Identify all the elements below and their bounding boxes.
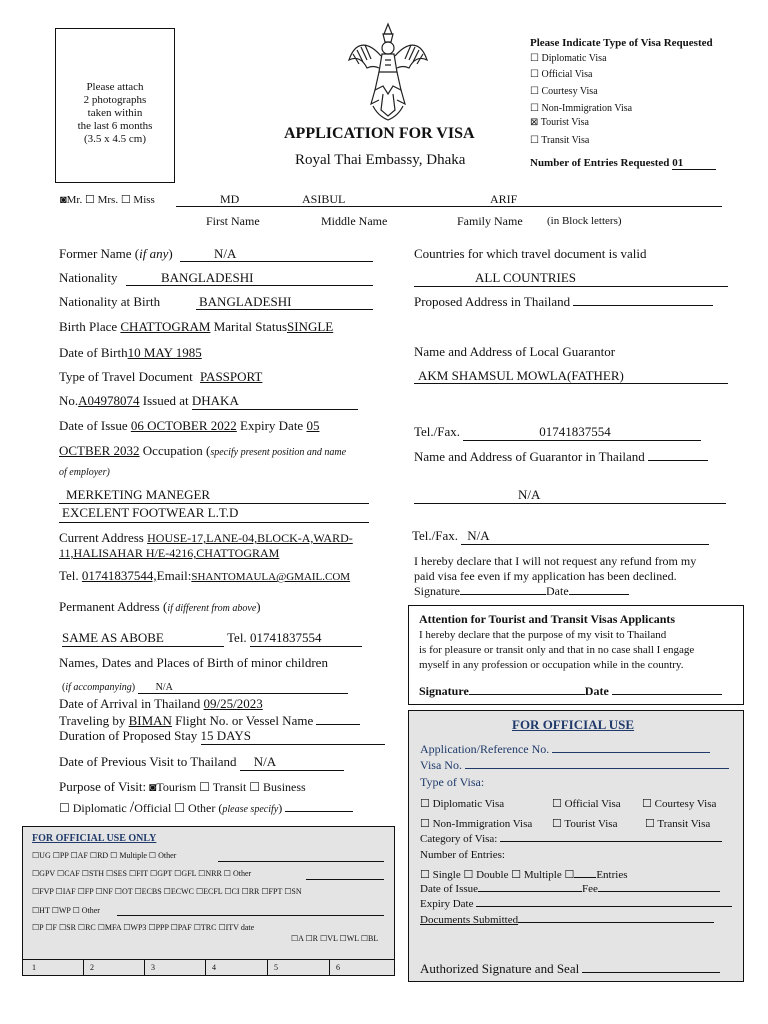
authorized-signature-value[interactable] xyxy=(582,972,720,973)
current-address-line1[interactable]: HOUSE-17,LANE-04,BLOCK-A,WARD- xyxy=(147,531,353,545)
birth-place-value[interactable]: CHATTOGRAM xyxy=(120,319,211,334)
visa-no-value[interactable] xyxy=(465,768,729,769)
title-checkboxes[interactable]: ◙Mr. ☐ Mrs. ☐ Miss xyxy=(60,194,155,206)
block-letters-note: (in Block letters) xyxy=(547,215,622,227)
duration-value[interactable]: 15 DAYS xyxy=(201,728,385,745)
visa-type-option[interactable]: ☐ Official Visa xyxy=(530,69,593,80)
thai-guarantor-field: Name and Address of Guarantor in Thailand xyxy=(414,449,708,465)
application-ref-field: Application/Reference No. xyxy=(420,742,710,757)
travel-document-value[interactable]: PASSPORT xyxy=(200,369,263,384)
type-of-visa-label: Type of Visa: xyxy=(420,775,485,789)
purpose-options-row2[interactable]: ☐ Diplomatic /Official ☐ Other (please specify) xyxy=(59,799,353,817)
official-fee-value[interactable] xyxy=(598,891,720,892)
official-cell[interactable]: 4 xyxy=(206,960,268,975)
travel-document-field: Type of Travel Document PASSPORT xyxy=(59,369,263,384)
official-code-row[interactable]: ☐P ☐F ☐SR ☐RC ☐MFA ☐WP3 ☐PPP ☐PAF ☐TRC ☐ITV date xyxy=(32,923,255,932)
refund-declaration-line: paid visa fee even if my application has been declined. xyxy=(414,569,677,583)
photo-instruction-line: taken within xyxy=(87,107,143,119)
permanent-address-label: Permanent Address (if different from above) xyxy=(59,599,261,614)
attention-signature-field: Signature Date xyxy=(419,684,722,699)
official-expiry-value[interactable] xyxy=(476,906,732,907)
issued-at-value[interactable]: DHAKA xyxy=(192,393,358,410)
passport-number-field: No.A04978074 Issued at DHAKA xyxy=(59,393,358,410)
birth-place-field: Birth Place CHATTOGRAM Marital StatusSINGLE xyxy=(59,319,334,334)
flight-number-value[interactable] xyxy=(316,724,360,725)
occupation-field: OCTBER 2032 Occupation (specify present position and name xyxy=(59,443,347,458)
countries-valid-value[interactable]: ALL COUNTRIES xyxy=(475,270,576,285)
documents-submitted-field: Documents Submitted xyxy=(420,914,714,926)
attention-line: myself in any profession or occupation while in the country. xyxy=(419,659,684,671)
official-issue-field: Date of Issue Fee xyxy=(420,883,720,895)
official-use-heading: FOR OFFICIAL USE xyxy=(512,717,635,732)
form-title: APPLICATION FOR VISA xyxy=(284,125,475,142)
visa-type-heading: Please Indicate Type of Visa Requested xyxy=(530,37,713,49)
minor-children-value[interactable]: N/A xyxy=(138,682,348,694)
permanent-address-value[interactable]: SAME AS ABOBE xyxy=(62,630,224,647)
visa-type-option[interactable]: ☐ Courtesy Visa xyxy=(530,86,598,97)
visa-type-option[interactable]: ☐ Non-Immigration Visa xyxy=(530,103,633,114)
photo-instruction-line: Please attach xyxy=(86,81,144,93)
visa-type-option[interactable]: ☐ Diplomatic Visa xyxy=(530,53,607,64)
traveling-by-value[interactable]: BIMAN xyxy=(128,713,172,728)
official-issue-value[interactable] xyxy=(478,891,582,892)
official-cell[interactable]: 1 xyxy=(23,960,84,975)
family-name-label: Family Name xyxy=(457,214,523,228)
proposed-address-field: Proposed Address in Thailand xyxy=(414,294,713,310)
refund-date-value[interactable] xyxy=(569,594,629,595)
issue-date-field: Date of Issue 06 OCTOBER 2022 Expiry Date 05 xyxy=(59,418,320,433)
current-address-field: Current Address HOUSE-17,LANE-04,BLOCK-A,WARD- xyxy=(59,530,353,545)
tel-fax-thai-field: Tel./Fax. N/A xyxy=(412,528,709,545)
middle-name-value[interactable]: ASIBUL xyxy=(302,192,346,206)
duration-field: Duration of Proposed Stay 15 DAYS xyxy=(59,728,385,745)
application-ref-value[interactable] xyxy=(552,752,710,753)
refund-signature-value[interactable] xyxy=(460,594,546,595)
minor-children-label: Names, Dates and Places of Birth of minor children xyxy=(59,655,328,670)
official-visa-option[interactable]: ☐ Tourist Visa xyxy=(552,818,618,830)
photo-instruction-line: 2 photographs xyxy=(83,94,147,106)
arrival-date-value[interactable]: 09/25/2023 xyxy=(203,696,263,711)
entries-requested-value[interactable]: 01 xyxy=(672,157,716,170)
first-name-label: First Name xyxy=(206,214,260,228)
official-code-row[interactable]: ☐HT ☐WP ☐ Other xyxy=(32,906,100,915)
refund-signature-field: Signature Date xyxy=(414,584,629,599)
nationality-label: Nationality xyxy=(59,270,118,285)
visa-type-option[interactable]: ☐ Transit Visa xyxy=(530,135,590,146)
former-name-field: Former Name (if any) xyxy=(59,246,173,261)
attention-signature-value[interactable] xyxy=(469,694,585,695)
expiry-date-year[interactable]: OCTBER 2032 xyxy=(59,443,140,458)
proposed-address-value[interactable] xyxy=(573,305,713,306)
attention-line: is for pleasure or transit only and that in no case shall I engage xyxy=(419,644,695,656)
official-code-row[interactable]: ☐FVP ☐IAF ☐FP ☐NF ☐OT ☐ECBS ☐ECWC ☐ECFL ☐CI ☐RR ☐FPT ☐SN xyxy=(32,887,302,896)
authorized-signature-field: Authorized Signature and Seal xyxy=(420,961,720,977)
documents-submitted-value[interactable] xyxy=(518,922,714,923)
official-cell[interactable]: 2 xyxy=(84,960,145,975)
official-cell[interactable]: 5 xyxy=(268,960,330,975)
purpose-options-row1[interactable]: ◙Tourism ☐ Transit ☐ Business xyxy=(149,780,306,794)
countries-valid-label: Countries for which travel document is valid xyxy=(414,246,647,261)
tel-fax-field: Tel./Fax. 01741837554 xyxy=(414,424,701,441)
permanent-address-field: SAME AS ABOBE Tel. 01741837554 xyxy=(62,630,362,647)
purpose-of-visit-field: Purpose of Visit: ◙Tourism ☐ Transit ☐ Business xyxy=(59,779,306,794)
tel-fax-value[interactable]: 01741837554 xyxy=(463,424,701,441)
nationality-value[interactable]: BANGLADESHI xyxy=(161,270,254,285)
marital-status-value[interactable]: SINGLE xyxy=(287,319,334,334)
entries-label: Number of Entries: xyxy=(420,849,505,861)
photo-instruction-line: (3.5 x 4.5 cm) xyxy=(83,133,146,145)
official-code-row[interactable]: ☐GPV ☐CAF ☐STH ☐SES ☐FIT ☐GPT ☐GFL ☐NRR ☐ Other xyxy=(32,869,252,878)
visa-no-field: Visa No. xyxy=(420,758,729,773)
occupation-value-line2[interactable]: EXCELENT FOOTWEAR L.T.D xyxy=(62,505,239,520)
date-of-birth-field: Date of Birth10 MAY 1985 xyxy=(59,345,202,360)
official-use-box xyxy=(408,710,744,982)
official-expiry-field: Expiry Date xyxy=(420,898,732,910)
attention-box xyxy=(408,605,744,705)
attention-heading: Attention for Tourist and Transit Visas Applicants xyxy=(419,612,676,626)
official-cell[interactable]: 6 xyxy=(336,963,340,972)
refund-declaration-line: I hereby declare that I will not request any refund from my xyxy=(414,554,697,568)
first-name-value[interactable]: MD xyxy=(220,192,240,206)
local-guarantor-value[interactable]: AKM SHAMSUL MOWLA(FATHER) xyxy=(418,368,624,383)
occupation-note: of employer) xyxy=(59,467,110,478)
visa-type-option-tourist[interactable]: ⊠ Tourist Visa xyxy=(530,117,589,128)
tel-fax-thai-value[interactable]: N/A xyxy=(461,528,709,545)
official-visa-option[interactable]: ☐ Official Visa xyxy=(552,798,621,810)
thai-guarantor-blank[interactable] xyxy=(648,460,708,461)
entries-requested: Number of Entries Requested 01 xyxy=(530,157,716,170)
passport-number-value[interactable]: A04978074 xyxy=(78,393,140,408)
official-use-only-heading: FOR OFFICIAL USE ONLY xyxy=(32,833,157,844)
entries-options[interactable]: ☐ Single ☐ Double ☐ Multiple ☐ Entries xyxy=(420,869,628,881)
official-visa-option[interactable]: ☐ Courtesy Visa xyxy=(642,798,717,810)
minor-children-field: (if accompanying) N/A xyxy=(62,682,348,694)
form-subtitle: Royal Thai Embassy, Dhaka xyxy=(295,152,466,168)
current-address-line2[interactable]: 11,HALISAHAR H/E-4216,CHATTOGRAM xyxy=(59,546,280,560)
photo-box xyxy=(55,28,175,183)
garuda-emblem xyxy=(345,20,431,124)
previous-visit-field: Date of Previous Visit to Thailand N/A xyxy=(59,754,344,771)
attention-date-value[interactable] xyxy=(612,694,722,695)
category-field: Category of Visa: xyxy=(420,833,722,845)
official-code-row[interactable]: ☐UG ☐PP ☐AF ☐RD ☐ Multiple ☐ Other xyxy=(32,851,177,860)
middle-name-label: Middle Name xyxy=(321,214,388,228)
email-value[interactable]: SHANTOMAULA@GMAIL.COM xyxy=(191,571,351,583)
arrival-date-field: Date of Arrival in Thailand 09/25/2023 xyxy=(59,696,263,711)
tel-value[interactable]: 01741837544, xyxy=(81,568,157,583)
traveling-by-field: Traveling by BIMAN Flight No. or Vessel Name xyxy=(59,713,360,729)
nationality-birth-label: Nationality at Birth xyxy=(59,294,161,309)
official-visa-option[interactable]: ☐ Transit Visa xyxy=(645,818,711,830)
official-code-row[interactable]: ☐A ☐R ☐VL ☐WL ☐BL xyxy=(291,934,379,943)
issue-date-value[interactable]: 06 OCTOBER 2022 xyxy=(130,418,237,433)
photo-instruction-line: the last 6 months xyxy=(77,120,153,132)
official-cell[interactable]: 3 xyxy=(145,960,206,975)
category-value[interactable] xyxy=(500,841,722,842)
nationality-birth-value[interactable]: BANGLADESHI xyxy=(199,294,292,309)
date-of-birth-value[interactable]: 10 MAY 1985 xyxy=(127,345,202,360)
official-visa-option[interactable]: ☐ Non-Immigration Visa xyxy=(420,818,533,830)
former-name-value[interactable]: N/A xyxy=(214,246,237,261)
previous-visit-value[interactable]: N/A xyxy=(240,754,344,771)
attention-line: I hereby declare that the purpose of my visit to Thailand xyxy=(419,629,667,641)
official-use-only-box xyxy=(22,826,395,976)
official-visa-option[interactable]: ☐ Diplomatic Visa xyxy=(420,798,505,810)
permanent-tel-value[interactable]: 01741837554 xyxy=(250,630,362,647)
family-name-value[interactable]: ARIF xyxy=(490,192,518,206)
expiry-date-value[interactable]: 05 xyxy=(306,418,320,433)
thai-guarantor-value[interactable]: N/A xyxy=(518,487,541,502)
contact-field: Tel. 01741837544,Email:SHANTOMAULA@GMAIL.COM xyxy=(59,568,351,583)
occupation-value-line1[interactable]: MERKETING MANEGER xyxy=(66,487,211,502)
local-guarantor-label: Name and Address of Local Guarantor xyxy=(414,344,616,359)
